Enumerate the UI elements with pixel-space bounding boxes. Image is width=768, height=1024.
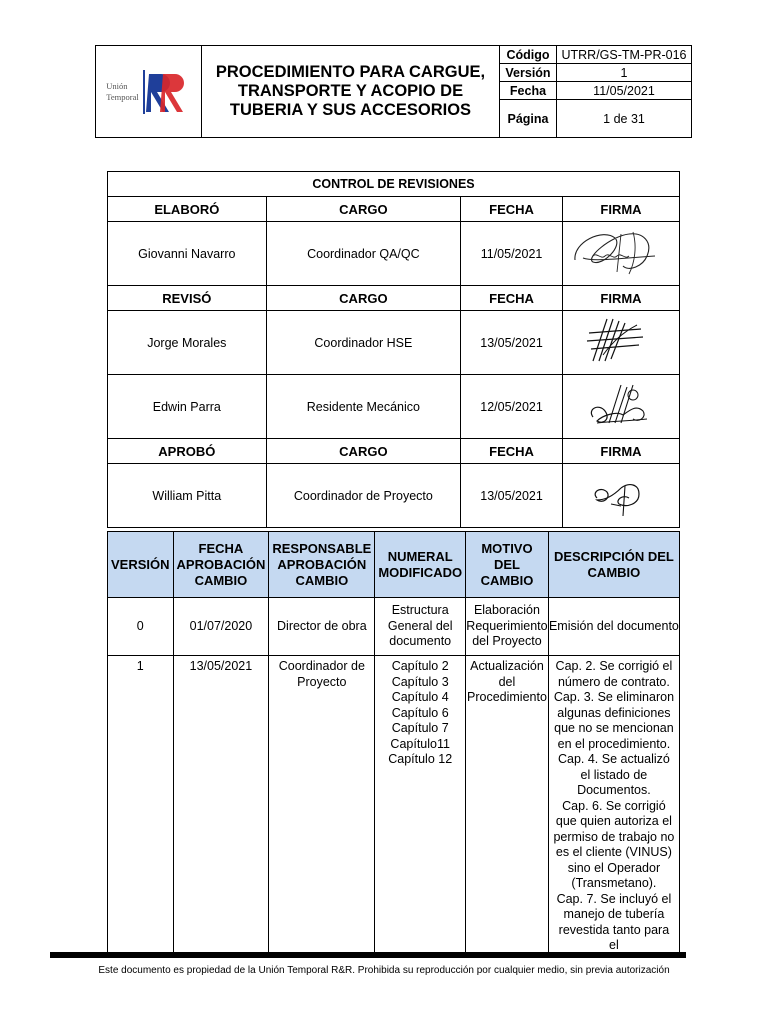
cell-version: 0	[108, 598, 174, 656]
sign-date: 13/05/2021	[461, 464, 563, 528]
versions-header-row	[108, 532, 680, 598]
table-row	[108, 656, 680, 955]
rr-logo-mark-icon	[143, 68, 191, 116]
meta-value: 11/05/2021	[593, 83, 655, 98]
cell-version: 1	[108, 656, 174, 955]
document-header	[95, 45, 692, 138]
col-header-fecha-aprobacion: FECHA APROBACIÓN CAMBIO	[173, 532, 269, 598]
revisions-header-reviso	[108, 286, 680, 311]
revisions-title: CONTROL DE REVISIONES	[108, 172, 680, 197]
meta-key: Fecha	[500, 82, 557, 99]
revisions-header-aprobo	[108, 439, 680, 464]
meta-value: 1	[620, 65, 628, 80]
col-header-motivo: MOTIVO DEL CAMBIO	[466, 532, 549, 598]
meta-row-pagina	[500, 100, 691, 137]
col-header-cargo: CARGO	[266, 197, 461, 222]
footer-divider	[50, 952, 686, 958]
company-logo	[96, 46, 202, 137]
revisions-header-elaboro	[108, 197, 680, 222]
cell-motivo: Elaboración Requerimiento del Proyecto	[466, 598, 549, 656]
col-header-version: VERSIÓN	[108, 532, 174, 598]
col-header-fecha: FECHA	[461, 197, 563, 222]
col-header-firma: FIRMA	[562, 197, 679, 222]
table-row	[108, 598, 680, 656]
cell-fecha: 13/05/2021	[173, 656, 269, 955]
cell-descripcion: Emisión del documento	[548, 598, 679, 656]
meta-key: Código	[500, 46, 557, 63]
table-row	[108, 222, 680, 286]
versions-table	[107, 531, 680, 955]
meta-value: UTRR/GS-TM-PR-016	[561, 47, 687, 62]
meta-key: Página	[500, 100, 557, 137]
signature-image	[563, 311, 678, 371]
col-header-firma: FIRMA	[562, 286, 679, 311]
person-name: Edwin Parra	[108, 375, 267, 439]
document-meta	[500, 46, 691, 137]
meta-key: Versión	[500, 64, 557, 81]
person-role: Coordinador QA/QC	[266, 222, 461, 286]
cell-motivo: Actualización del Procedimiento	[466, 656, 549, 955]
col-header-fecha: FECHA	[461, 439, 563, 464]
footer-disclaimer: Este documento es propiedad de la Unión Temporal R&R. Prohibida su reproducción por cualquier medio, sin previa autorización	[98, 965, 670, 976]
meta-value: 1 de 31	[603, 111, 645, 126]
signature-image	[563, 464, 678, 524]
cell-descripcion: Cap. 2. Se corrigió el número de contrato. Cap. 3. Se eliminaron algunas definiciones que no se mencionan en el procedimiento. Cap. 4. Se actualizó el listado de Documentos. Cap. 6. Se corrigió que quien autoriza el permiso de trabajo no es el cliente (VINUS) sino el Operador (Transmetano). Cap. 7. Se incluyó el manejo de tubería revestida tanto para el	[548, 656, 679, 955]
table-row	[108, 375, 680, 439]
meta-row-fecha	[500, 82, 691, 100]
signature-cell	[562, 311, 679, 375]
col-header-aprobo: APROBÓ	[108, 439, 267, 464]
sign-date: 11/05/2021	[461, 222, 563, 286]
cell-responsable: Director de obra	[269, 598, 375, 656]
cell-numeral: Capítulo 2 Capítulo 3 Capítulo 4 Capítulo 6 Capítulo 7 Capítulo11 Capítulo 12	[375, 656, 466, 955]
person-role: Coordinador de Proyecto	[266, 464, 461, 528]
signature-cell	[562, 222, 679, 286]
table-row	[108, 464, 680, 528]
signature-image	[563, 375, 678, 435]
logo-text-line1: Unión	[106, 80, 128, 91]
cell-fecha: 01/07/2020	[173, 598, 269, 656]
signature-image	[563, 222, 678, 282]
person-name: William Pitta	[108, 464, 267, 528]
sign-date: 13/05/2021	[461, 311, 563, 375]
table-row	[108, 311, 680, 375]
meta-row-version	[500, 64, 691, 82]
col-header-reviso: REVISÓ	[108, 286, 267, 311]
col-header-fecha: FECHA	[461, 286, 563, 311]
logo-text-line2: Temporal	[106, 91, 139, 102]
col-header-firma: FIRMA	[562, 439, 679, 464]
document-title: PROCEDIMIENTO PARA CARGUE, TRANSPORTE Y ACOPIO DE TUBERIA Y SUS ACCESORIOS	[202, 46, 500, 137]
logo-text	[106, 81, 138, 103]
person-name: Giovanni Navarro	[108, 222, 267, 286]
cell-numeral: Estructura General del documento	[375, 598, 466, 656]
meta-row-codigo	[500, 46, 691, 64]
person-role: Coordinador HSE	[266, 311, 461, 375]
sign-date: 12/05/2021	[461, 375, 563, 439]
col-header-elaboro: ELABORÓ	[108, 197, 267, 222]
cell-responsable: Coordinador de Proyecto	[269, 656, 375, 955]
col-header-descripcion: DESCRIPCIÓN DEL CAMBIO	[548, 532, 679, 598]
person-role: Residente Mecánico	[266, 375, 461, 439]
revisions-table	[107, 171, 680, 528]
col-header-numeral: NUMERAL MODIFICADO	[375, 532, 466, 598]
col-header-cargo: CARGO	[266, 439, 461, 464]
col-header-responsable: RESPONSABLE APROBACIÓN CAMBIO	[269, 532, 375, 598]
person-name: Jorge Morales	[108, 311, 267, 375]
signature-cell	[562, 375, 679, 439]
signature-cell	[562, 464, 679, 528]
col-header-cargo: CARGO	[266, 286, 461, 311]
